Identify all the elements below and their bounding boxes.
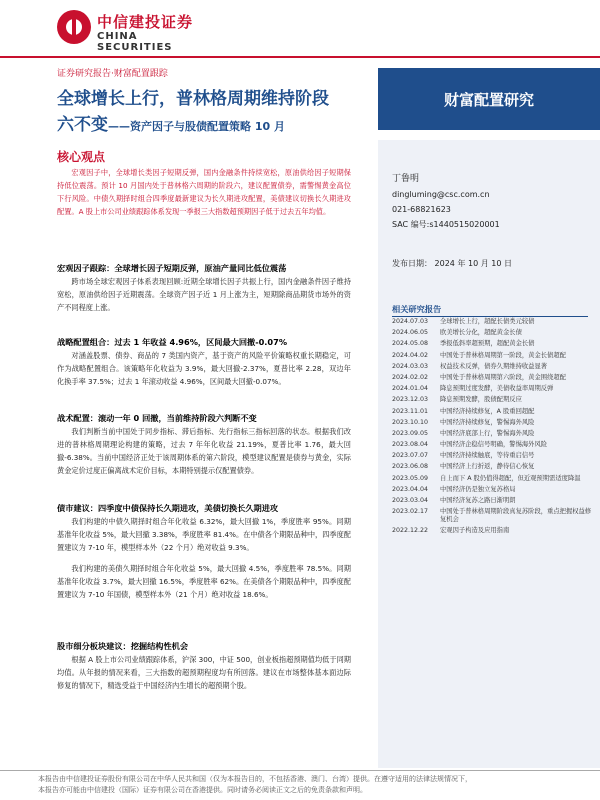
section-macro <box>57 262 351 314</box>
related-report-item[interactable] <box>392 363 594 371</box>
related-report-item[interactable] <box>392 329 594 337</box>
related-report-item[interactable] <box>392 352 594 360</box>
footer-line: 本报告亦可能由中信建投（国际）证券有限公司在香港提供。同时请务必阅读正文之后的免责条款和声明。 <box>38 786 367 794</box>
related-report-date: 2023.05.09 <box>392 474 429 482</box>
related-report-title: 中国处于普林格周期第一阶段，黄金长债超配 <box>440 351 566 359</box>
related-report-title: 中国经济持续触底，等待重启信号 <box>440 452 535 460</box>
related-report-date: 2023.06.08 <box>392 463 429 471</box>
related-report-item[interactable] <box>392 497 594 505</box>
related-report-title: 降息预期过度发酵，美债收益率周期反弹 <box>440 385 554 393</box>
category-banner: 财富配置研究 <box>378 68 600 130</box>
related-report-date: 2023.10.10 <box>392 418 429 426</box>
section-heading: 宏观因子跟踪：全球增长因子短期反弹，原油产量同比低位震荡 <box>57 263 287 273</box>
related-report-item[interactable] <box>392 408 594 416</box>
related-report-date: 2023.03.04 <box>392 497 429 504</box>
related-report-title: 中国经济持续修复，警惕海外风险 <box>440 418 535 426</box>
section-paragraph: 根据 A 股上市公司业绩跟踪体系，沪深 300，中证 500，创业板指超预期值均低于同期均值。从年报的情况来看，三大指数的超预期程度均有所回落。建议在市场整体基本面边际修复的情况下，精选受益于中国经济内生增长的超预期个股。 <box>57 655 351 690</box>
section-paragraph: 我们构建的美债久期择时组合年化收益 5%，最大回撤 4.5%，季度胜率 78.5%。同期基准年化收益 3.7%，最大回撤 16.5%，季度胜率 62%。在美债各个期限品种中，四季度配置建议为 7-10 年国债，模型样本外（21 个月）绝对收益 18.6%。 <box>57 564 351 599</box>
related-report-item[interactable] <box>392 527 594 535</box>
related-report-item[interactable] <box>392 441 594 449</box>
report-subtitle: ——资产因子与股债配置策略 10 月 <box>108 120 285 133</box>
related-report-item[interactable] <box>392 430 594 438</box>
related-report-item[interactable] <box>392 463 594 471</box>
related-report-date: 2023.04.04 <box>392 485 429 493</box>
section-paragraph: 对涵盖股票、债券、商品的 7 类国内资产，基于资产的风险平价策略权重长期稳定，可作为战略配置组合。该策略年化收益为 3.9%，最大回撤-2.37%，夏普比率 2.28，双边年化换手率 37.5%；过去 1 年滚动收益 4.96%，区间最大回撤-0.07%。 <box>57 351 351 386</box>
related-report-title: 中国经济仍是独立复苏格局 <box>440 485 516 493</box>
section-paragraph: 我们判断当前中国处于同步指标、滞后指标、先行指标三指标回落的状态。根据我们改进的普林格周期理论构建的策略，过去 7 年年化收益 21.19%，夏普比率 1.76，最大回撤-6.38%。当前中国经济正处于该周期体系的第六阶段，模型建议配置是债券与黄金，实际黄金定价过度正偏离战术定价目标，本期特别提示仅配置债券。 <box>57 427 351 475</box>
core-view-heading: 核心观点 <box>57 150 106 164</box>
related-report-date: 2023.07.07 <box>392 452 429 460</box>
section-equity <box>57 640 351 692</box>
related-report-item[interactable] <box>392 486 594 494</box>
section-paragraph: 我们构建的中债久期择时组合年化收益 6.32%，最大回撤 1%，季度胜率 95%。同期基准年化收益 5%，最大回撤 3.38%，季度胜率 81.4%。在中债各个期限品种中，四季度配置建议为 7-10 年，模型样本外（22 个月）绝对收益 9.3%。 <box>57 517 351 552</box>
author-sac: SAC 编号:s1440515020001 <box>392 220 500 229</box>
related-report-item[interactable] <box>392 318 594 326</box>
related-report-title: 宏观因子构造及应用指南 <box>440 527 510 535</box>
related-report-item[interactable] <box>392 374 594 382</box>
section-bond <box>57 502 351 601</box>
author-name: 丁鲁明 <box>392 174 420 184</box>
breadcrumb: 证券研究报告·财富配置跟踪 <box>57 69 168 79</box>
related-report-date: 2024.05.08 <box>392 340 429 348</box>
related-report-date: 2024.04.02 <box>392 351 429 359</box>
related-report-title: 季报低斜率超预期，超配黄金长债 <box>440 340 535 348</box>
section-paragraph: 跨市场全球宏观因子体系表现回顾:近期全球增长因子共振上行，国内金融条件因子维持宽松，原油供给因子近期震荡。全球资产因子近 1 月上涨为主，短期除商品期货市场外的资产不同程度上涨。 <box>57 277 351 312</box>
publish-date: 发布日期： 2024 年 10 月 10 日 <box>392 259 512 268</box>
related-report-title: 降息预期发酵，股债配期反应 <box>440 396 522 404</box>
section-strategic <box>57 336 351 388</box>
related-report-item[interactable] <box>392 396 594 404</box>
related-report-date: 2022.12.22 <box>392 527 429 535</box>
related-report-title: 中国经济持续修复，A 股重回超配 <box>440 407 535 415</box>
related-report-date: 2024.06.05 <box>392 329 429 337</box>
footer-line: 本报告由中信建投证券股份有限公司在中华人民共和国（仅为本报告目的，不包括香港、澳门、台湾）提供。在遵守适用的法律法规情况下， <box>38 775 472 783</box>
related-report-date: 2023.12.03 <box>392 396 429 404</box>
related-reports-heading: 相关研究报告 <box>392 304 442 314</box>
related-report-title: 权益技术反弹，债券久期维持收益显著 <box>440 362 548 370</box>
related-report-date: 2023.11.01 <box>392 407 429 415</box>
section-heading: 债市建议：四季度中债保持长久期进攻，美债切换长久期进攻 <box>57 503 279 513</box>
report-title-line2 <box>57 110 285 135</box>
author-block <box>392 172 500 232</box>
related-reports-list <box>392 318 594 538</box>
related-report-item[interactable] <box>392 475 594 483</box>
section-tactical <box>57 412 351 477</box>
header-divider <box>0 56 600 58</box>
section-heading: 股市细分板块建议：挖掘结构性机会 <box>57 641 189 651</box>
related-report-title: 中国处于普林格周期第六阶段，黄金围绕超配 <box>440 373 566 381</box>
related-report-title: 中国经济复苏之路日渐明朗 <box>440 497 516 504</box>
logo-text-en: CHINA SECURITIES <box>97 31 173 53</box>
related-report-title: 中国经济上行折返，静待信心恢复 <box>440 463 535 471</box>
related-report-item[interactable] <box>392 452 594 460</box>
section-heading: 战术配置：滚动一年 0 回撤，当前维持阶段六判断不变 <box>57 413 257 423</box>
related-report-item[interactable] <box>392 419 594 427</box>
report-title-line1: 全球增长上行，普林格周期维持阶段 <box>57 89 329 109</box>
related-report-title: 全球增长上行，超配长债类元较债 <box>440 318 535 325</box>
related-report-date: 2024.02.02 <box>392 373 429 381</box>
related-report-date: 2023.09.05 <box>392 429 429 437</box>
author-email[interactable]: dingluming@csc.com.cn <box>392 190 490 199</box>
related-report-title: 中国处于普林格周期阶段真复苏阶段，重点把握权益修复机会 <box>440 508 592 523</box>
core-summary <box>57 166 351 218</box>
logo-text-cn: 中信建投证券 <box>97 13 194 31</box>
related-divider <box>392 316 588 317</box>
related-report-item[interactable] <box>392 385 594 393</box>
author-phone: 021-68821623 <box>392 205 451 214</box>
logo-icon <box>57 10 91 44</box>
related-report-date: 2024.01.04 <box>392 385 429 393</box>
related-report-date: 2024.07.03 <box>392 318 429 325</box>
related-report-date: 2023.08.04 <box>392 441 429 449</box>
related-report-title: 自上而下 A 股仍值得超配，但近观预期需适度降温 <box>440 474 581 482</box>
related-report-title: 欧美增长分化，超配黄金长债 <box>440 329 522 337</box>
footer-divider <box>0 770 600 771</box>
related-report-item[interactable] <box>392 508 594 524</box>
related-report-item[interactable] <box>392 340 594 348</box>
company-logo <box>57 10 217 53</box>
related-report-title: 中国经济底部上行，警惕海外风险 <box>440 429 535 437</box>
report-title-main: 六不变 <box>57 115 108 135</box>
core-summary-text: 宏观因子中，全球增长类因子短期反弹，国内金融条件持续宽松，原油供给因子短期保持低位震荡。预计 10 月国内处于普林格六周期的阶段六，建议配置债券，需警惕黄金高位下行风险。中债久期择时组合四季度最新建议为长久期进攻配置，美债建议切换长久期进攻配置。A 股上市公司业绩跟踪体系发现一季报三大指数超预期因子低于过去五年均值。 <box>57 168 351 216</box>
section-heading: 战略配置组合：过去 1 年收益 4.96%，区间最大回撤-0.07% <box>57 337 288 347</box>
footer-disclaimer <box>38 774 598 796</box>
related-report-title: 中国经济企稳信号明确，警惕海外风险 <box>440 441 548 449</box>
related-report-date: 2023.02.17 <box>392 508 429 516</box>
related-report-date: 2024.03.03 <box>392 362 429 370</box>
